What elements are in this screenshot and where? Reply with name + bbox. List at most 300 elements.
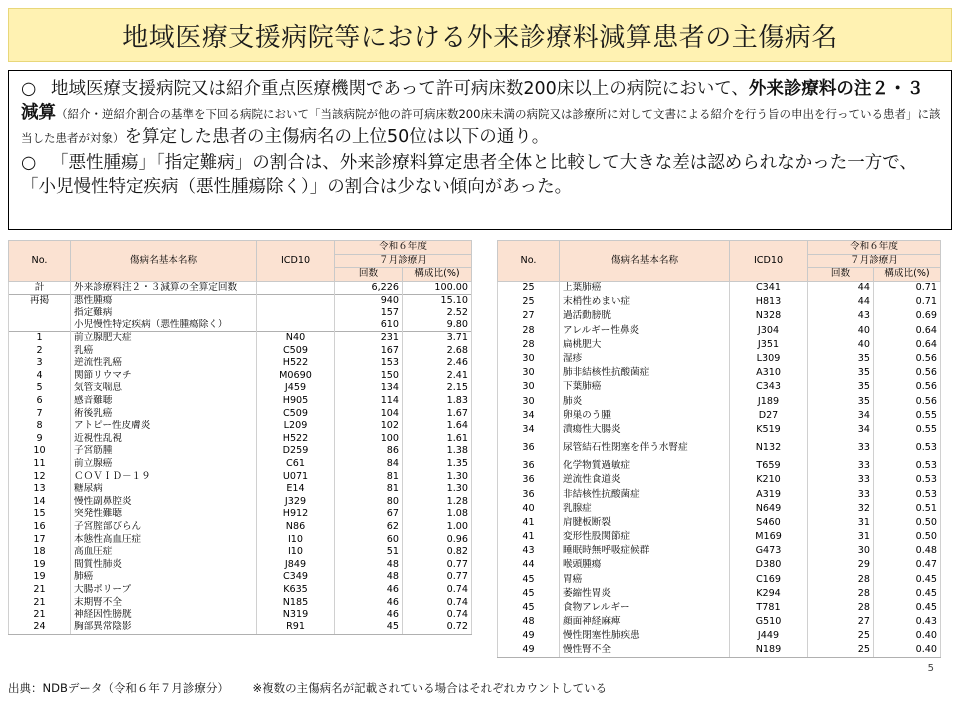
- cell-no: 1: [9, 332, 71, 345]
- cell-icd: D27: [730, 409, 808, 423]
- cell-count: 25: [808, 629, 874, 643]
- table-row: [9, 281, 472, 294]
- cell-name: 術後乳癌: [71, 407, 257, 420]
- cell-ratio: 0.77: [403, 558, 472, 571]
- cell-icd: J449: [730, 629, 808, 643]
- cell-no: 41: [498, 516, 560, 530]
- cell-name: 湿疹: [560, 352, 730, 366]
- cell-name: 扁桃肥大: [560, 338, 730, 352]
- cell-ratio: 0.53: [874, 459, 941, 473]
- cell-count: 62: [335, 521, 403, 534]
- cell-no: 17: [9, 533, 71, 546]
- cell-no: 49: [498, 629, 560, 643]
- cell-count: 46: [335, 584, 403, 597]
- cell-count: 100: [335, 433, 403, 446]
- cell-ratio: 15.10: [403, 294, 472, 307]
- cell-name: 肺非結核性抗酸菌症: [560, 366, 730, 380]
- cell-name: 感音難聴: [71, 395, 257, 408]
- cell-icd: I10: [257, 533, 335, 546]
- cell-icd: C61: [257, 458, 335, 471]
- cell-name: 突発性難聴: [71, 508, 257, 521]
- cell-count: 48: [335, 558, 403, 571]
- table-row: [498, 516, 941, 530]
- cell-icd: K635: [257, 584, 335, 597]
- cell-ratio: 0.55: [874, 423, 941, 437]
- table-row: [498, 423, 941, 437]
- table-row: [498, 352, 941, 366]
- cell-name: 肩腱板断裂: [560, 516, 730, 530]
- cell-icd: N319: [257, 609, 335, 622]
- cell-count: 35: [808, 352, 874, 366]
- cell-icd: H905: [257, 395, 335, 408]
- cell-count: 35: [808, 380, 874, 394]
- cell-no: 2: [9, 344, 71, 357]
- cell-count: 80: [335, 496, 403, 509]
- cell-icd: J189: [730, 395, 808, 409]
- cell-ratio: 0.40: [874, 644, 941, 658]
- bullet-2: ○: [21, 153, 37, 173]
- cell-icd: J329: [257, 496, 335, 509]
- cell-count: 44: [808, 295, 874, 309]
- cell-no: 27: [498, 309, 560, 323]
- cell-ratio: 0.72: [403, 621, 472, 634]
- table-row: [9, 558, 472, 571]
- table-row: [498, 544, 941, 558]
- table-row: [9, 508, 472, 521]
- cell-no: 計: [9, 281, 71, 294]
- cell-count: 157: [335, 307, 403, 320]
- cell-icd: G473: [730, 544, 808, 558]
- cell-name: 前立腺癌: [71, 458, 257, 471]
- cell-no: 44: [498, 558, 560, 572]
- cell-no: 36: [498, 459, 560, 473]
- table-row: [9, 344, 472, 357]
- cell-count: 167: [335, 344, 403, 357]
- cell-name: 食物アレルギー: [560, 601, 730, 615]
- table-row: [498, 573, 941, 587]
- cell-name: 化学物質過敏症: [560, 459, 730, 473]
- cell-ratio: 0.53: [874, 473, 941, 487]
- cell-icd: D380: [730, 558, 808, 572]
- cell-no: 30: [498, 352, 560, 366]
- cell-name: 大腸ポリープ: [71, 584, 257, 597]
- cell-icd: M0690: [257, 370, 335, 383]
- cell-icd: [257, 307, 335, 320]
- table-row: [9, 470, 472, 483]
- table-row: [9, 596, 472, 609]
- table-row: [9, 458, 472, 471]
- cell-name: 末梢性めまい症: [560, 295, 730, 309]
- cell-count: 51: [335, 546, 403, 559]
- cell-ratio: 1.30: [403, 470, 472, 483]
- cell-no: 28: [498, 338, 560, 352]
- cell-icd: E14: [257, 483, 335, 496]
- table-row: [498, 395, 941, 409]
- cell-icd: D259: [257, 445, 335, 458]
- cell-no: [9, 319, 71, 332]
- cell-icd: L209: [257, 420, 335, 433]
- summary-text-1a: 地域医療支援病院又は紹介重点医療機関であって許可病床数200床以上の病院において、: [51, 79, 749, 99]
- cell-no: 30: [498, 366, 560, 380]
- cell-icd: N40: [257, 332, 335, 345]
- summary-text-1-small: （紹介・逆紹介割合の基準を下回る病院において「当該病院が他の許可病床数200床未満の病院又は診療所に対して文書による紹介を行う旨の申出を行っている患者」に該当した患者が対象）: [21, 107, 941, 145]
- cell-icd: H912: [257, 508, 335, 521]
- cell-ratio: 0.45: [874, 601, 941, 615]
- header-icd: ICD10: [257, 241, 335, 282]
- cell-icd: K294: [730, 587, 808, 601]
- cell-name: 萎縮性胃炎: [560, 587, 730, 601]
- header-no: No.: [9, 241, 71, 282]
- cell-name: 末期腎不全: [71, 596, 257, 609]
- cell-ratio: 1.83: [403, 395, 472, 408]
- cell-no: 48: [498, 615, 560, 629]
- summary-text-2: 「悪性腫瘍」「指定難病」の割合は、外来診療料算定患者全体と比較して大きな差は認められなかった一方で、「小児慢性特定疾病（悪性腫瘍除く）」の割合は少ない傾向があった。: [21, 153, 917, 197]
- cell-ratio: 0.56: [874, 380, 941, 394]
- cell-icd: U071: [257, 470, 335, 483]
- cell-icd: J459: [257, 382, 335, 395]
- cell-count: 610: [335, 319, 403, 332]
- cell-icd: C343: [730, 380, 808, 394]
- cell-name: 間質性肺炎: [71, 558, 257, 571]
- cell-ratio: 0.51: [874, 502, 941, 516]
- table-row: [9, 621, 472, 634]
- cell-icd: T659: [730, 459, 808, 473]
- cell-no: 45: [498, 601, 560, 615]
- ranking-table-right: [497, 240, 941, 658]
- cell-ratio: 0.96: [403, 533, 472, 546]
- table-row: [498, 530, 941, 544]
- cell-name: アレルギー性鼻炎: [560, 324, 730, 338]
- cell-name: 前立腺肥大症: [71, 332, 257, 345]
- cell-ratio: 0.71: [874, 295, 941, 309]
- cell-ratio: 0.47: [874, 558, 941, 572]
- cell-count: 29: [808, 558, 874, 572]
- cell-ratio: 2.41: [403, 370, 472, 383]
- cell-no: 再掲: [9, 294, 71, 307]
- table-row: [9, 533, 472, 546]
- cell-ratio: 2.46: [403, 357, 472, 370]
- cell-count: 46: [335, 609, 403, 622]
- cell-no: 13: [9, 483, 71, 496]
- cell-icd: N132: [730, 437, 808, 459]
- cell-no: 36: [498, 473, 560, 487]
- table-row: [498, 558, 941, 572]
- table-row: [9, 382, 472, 395]
- table-row: [9, 521, 472, 534]
- cell-count: 28: [808, 573, 874, 587]
- table-row: [498, 629, 941, 643]
- cell-no: 7: [9, 407, 71, 420]
- table-row: [9, 332, 472, 345]
- cell-count: 34: [808, 423, 874, 437]
- footnote: [8, 680, 627, 696]
- cell-count: 40: [808, 338, 874, 352]
- cell-icd: C509: [257, 407, 335, 420]
- cell-ratio: 1.67: [403, 407, 472, 420]
- cell-ratio: 0.53: [874, 437, 941, 459]
- cell-ratio: 2.15: [403, 382, 472, 395]
- header-period-month: ７月診療月: [808, 254, 941, 268]
- cell-icd: H522: [257, 433, 335, 446]
- cell-ratio: 0.77: [403, 571, 472, 584]
- cell-icd: A319: [730, 487, 808, 501]
- cell-icd: C349: [257, 571, 335, 584]
- cell-icd: I10: [257, 546, 335, 559]
- cell-icd: G510: [730, 615, 808, 629]
- cell-name: 非結核性抗酸菌症: [560, 487, 730, 501]
- cell-name: 外来診療料注２・３減算の全算定回数: [71, 281, 257, 294]
- cell-ratio: 3.71: [403, 332, 472, 345]
- table-row: [9, 357, 472, 370]
- summary-paragraph-1: [21, 77, 941, 149]
- table-row: [9, 546, 472, 559]
- cell-no: 4: [9, 370, 71, 383]
- cell-ratio: 0.50: [874, 530, 941, 544]
- cell-ratio: 0.45: [874, 573, 941, 587]
- cell-name: 神経因性膀胱: [71, 609, 257, 622]
- cell-no: [9, 307, 71, 320]
- cell-count: 81: [335, 483, 403, 496]
- cell-icd: C509: [257, 344, 335, 357]
- cell-name: 慢性腎不全: [560, 644, 730, 658]
- cell-name: 下葉肺癌: [560, 380, 730, 394]
- table-row: [9, 395, 472, 408]
- cell-count: 44: [808, 281, 874, 295]
- cell-no: 30: [498, 380, 560, 394]
- cell-no: 15: [9, 508, 71, 521]
- table-row: [9, 370, 472, 383]
- header-ratio: 構成比(%): [403, 268, 472, 282]
- table-row: [498, 644, 941, 658]
- table-row: [498, 409, 941, 423]
- cell-icd: A310: [730, 366, 808, 380]
- header-count: 回数: [335, 268, 403, 282]
- table-row: [9, 433, 472, 446]
- header-icd: ICD10: [730, 241, 808, 282]
- cell-icd: N86: [257, 521, 335, 534]
- cell-icd: H813: [730, 295, 808, 309]
- cell-no: 21: [9, 596, 71, 609]
- cell-count: 46: [335, 596, 403, 609]
- cell-name: 関節リウマチ: [71, 370, 257, 383]
- cell-no: 40: [498, 502, 560, 516]
- cell-count: 150: [335, 370, 403, 383]
- cell-name: 変形性股関節症: [560, 530, 730, 544]
- header-name: 傷病名基本名称: [560, 241, 730, 282]
- cell-ratio: 0.56: [874, 352, 941, 366]
- cell-name: 過活動膀胱: [560, 309, 730, 323]
- table-row: [498, 338, 941, 352]
- table-row: [9, 307, 472, 320]
- cell-ratio: 0.64: [874, 324, 941, 338]
- table-row: [9, 571, 472, 584]
- cell-ratio: 2.52: [403, 307, 472, 320]
- cell-no: 34: [498, 423, 560, 437]
- cell-count: 28: [808, 587, 874, 601]
- cell-name: 喉頭腫瘍: [560, 558, 730, 572]
- cell-icd: N185: [257, 596, 335, 609]
- cell-name: 顔面神経麻痺: [560, 615, 730, 629]
- cell-count: 30: [808, 544, 874, 558]
- table-row: [9, 584, 472, 597]
- cell-no: 24: [9, 621, 71, 634]
- summary-box: [8, 70, 952, 230]
- cell-ratio: 0.69: [874, 309, 941, 323]
- cell-count: 81: [335, 470, 403, 483]
- cell-no: 3: [9, 357, 71, 370]
- cell-no: 21: [9, 609, 71, 622]
- table-row: [498, 295, 941, 309]
- cell-no: 41: [498, 530, 560, 544]
- cell-count: 153: [335, 357, 403, 370]
- cell-ratio: 9.80: [403, 319, 472, 332]
- cell-no: 36: [498, 437, 560, 459]
- table-row: [498, 366, 941, 380]
- cell-icd: [257, 281, 335, 294]
- cell-name: 肺炎: [560, 395, 730, 409]
- table-row: [9, 407, 472, 420]
- ranking-table-left: [8, 240, 472, 635]
- cell-no: 18: [9, 546, 71, 559]
- cell-count: 25: [808, 644, 874, 658]
- cell-count: 31: [808, 530, 874, 544]
- cell-icd: [257, 319, 335, 332]
- cell-icd: R91: [257, 621, 335, 634]
- cell-icd: J849: [257, 558, 335, 571]
- cell-count: 32: [808, 502, 874, 516]
- cell-count: 114: [335, 395, 403, 408]
- header-period-year: 令和６年度: [808, 241, 941, 255]
- cell-ratio: 2.68: [403, 344, 472, 357]
- cell-ratio: 0.71: [874, 281, 941, 295]
- table-row: [498, 437, 941, 459]
- cell-name: 卵巣のう腫: [560, 409, 730, 423]
- table-row: [9, 445, 472, 458]
- cell-name: 逆流性食道炎: [560, 473, 730, 487]
- cell-count: 31: [808, 516, 874, 530]
- cell-no: 16: [9, 521, 71, 534]
- cell-ratio: 0.43: [874, 615, 941, 629]
- cell-count: 33: [808, 487, 874, 501]
- cell-no: 10: [9, 445, 71, 458]
- cell-no: 8: [9, 420, 71, 433]
- cell-name: 近視性乱視: [71, 433, 257, 446]
- cell-no: 45: [498, 573, 560, 587]
- bullet-1: ○: [21, 79, 37, 99]
- cell-no: 25: [498, 281, 560, 295]
- cell-ratio: 0.74: [403, 596, 472, 609]
- cell-count: 86: [335, 445, 403, 458]
- cell-name: 乳腺症: [560, 502, 730, 516]
- cell-name: 逆流性乳癌: [71, 357, 257, 370]
- cell-name: 肺癌: [71, 571, 257, 584]
- cell-icd: J351: [730, 338, 808, 352]
- footnote-source: 出典：NDBデータ（令和６年７月診療分）: [8, 681, 229, 695]
- cell-ratio: 0.82: [403, 546, 472, 559]
- cell-icd: J304: [730, 324, 808, 338]
- cell-name: 子宮腟部びらん: [71, 521, 257, 534]
- cell-name: 気管支喘息: [71, 382, 257, 395]
- cell-ratio: 0.53: [874, 487, 941, 501]
- header-name: 傷病名基本名称: [71, 241, 257, 282]
- footnote-note: ※複数の主傷病名が記載されている場合はそれぞれカウントしている: [252, 681, 608, 695]
- cell-ratio: 0.56: [874, 366, 941, 380]
- cell-ratio: 1.38: [403, 445, 472, 458]
- cell-count: 84: [335, 458, 403, 471]
- cell-ratio: 1.08: [403, 508, 472, 521]
- cell-count: 27: [808, 615, 874, 629]
- table-row: [498, 587, 941, 601]
- table-row: [9, 420, 472, 433]
- page-title: 地域医療支援病院等における外来診療料減算患者の主傷病名: [8, 8, 952, 62]
- cell-count: 104: [335, 407, 403, 420]
- cell-name: 胃癌: [560, 573, 730, 587]
- cell-name: 慢性副鼻腔炎: [71, 496, 257, 509]
- cell-ratio: 0.55: [874, 409, 941, 423]
- cell-ratio: 1.30: [403, 483, 472, 496]
- cell-count: 34: [808, 409, 874, 423]
- cell-icd: M169: [730, 530, 808, 544]
- table-row: [498, 281, 941, 295]
- cell-no: 19: [9, 571, 71, 584]
- cell-count: 28: [808, 601, 874, 615]
- cell-ratio: 0.45: [874, 587, 941, 601]
- cell-count: 940: [335, 294, 403, 307]
- cell-name: 尿管結石性閉塞を伴う水腎症: [560, 437, 730, 459]
- table-row: [9, 294, 472, 307]
- header-period-year: 令和６年度: [335, 241, 472, 255]
- cell-name: 潰瘍性大腸炎: [560, 423, 730, 437]
- cell-name: 糖尿病: [71, 483, 257, 496]
- table-row: [498, 502, 941, 516]
- cell-icd: C341: [730, 281, 808, 295]
- cell-icd: K210: [730, 473, 808, 487]
- cell-count: 67: [335, 508, 403, 521]
- cell-name: 胸部異常陰影: [71, 621, 257, 634]
- cell-ratio: 1.00: [403, 521, 472, 534]
- cell-count: 48: [335, 571, 403, 584]
- cell-name: 悪性腫瘍: [71, 294, 257, 307]
- cell-no: 49: [498, 644, 560, 658]
- table-row: [9, 496, 472, 509]
- cell-ratio: 0.64: [874, 338, 941, 352]
- cell-icd: N189: [730, 644, 808, 658]
- summary-text-1-bold: 外来診療料の注２・３減算: [21, 79, 924, 123]
- cell-icd: S460: [730, 516, 808, 530]
- cell-ratio: 1.64: [403, 420, 472, 433]
- cell-ratio: 1.35: [403, 458, 472, 471]
- cell-no: 6: [9, 395, 71, 408]
- cell-count: 35: [808, 395, 874, 409]
- cell-count: 40: [808, 324, 874, 338]
- cell-icd: H522: [257, 357, 335, 370]
- header-ratio: 構成比(%): [874, 268, 941, 282]
- cell-icd: T781: [730, 601, 808, 615]
- cell-name: 子宮筋腫: [71, 445, 257, 458]
- table-row: [498, 309, 941, 323]
- cell-count: 33: [808, 437, 874, 459]
- cell-name: 小児慢性特定疾病（悪性腫瘍除く）: [71, 319, 257, 332]
- cell-count: 35: [808, 366, 874, 380]
- cell-ratio: 0.40: [874, 629, 941, 643]
- cell-name: 本態性高血圧症: [71, 533, 257, 546]
- cell-ratio: 1.61: [403, 433, 472, 446]
- table-row: [9, 319, 472, 332]
- cell-count: 33: [808, 459, 874, 473]
- cell-no: 5: [9, 382, 71, 395]
- cell-icd: L309: [730, 352, 808, 366]
- cell-count: 102: [335, 420, 403, 433]
